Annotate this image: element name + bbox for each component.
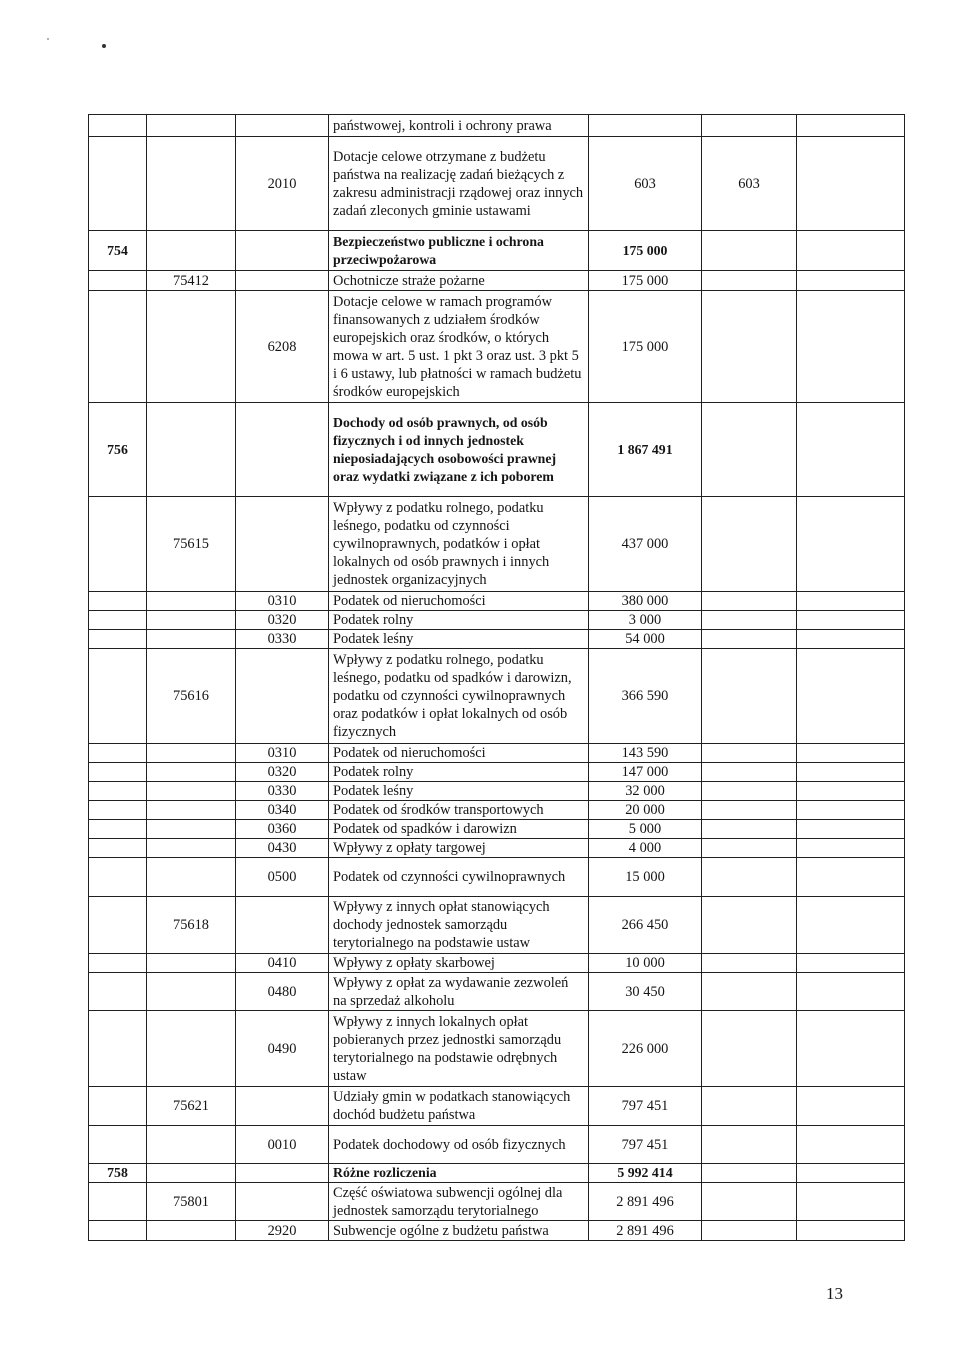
amount-cell: 2 891 496 (589, 1221, 702, 1241)
dzial-cell (89, 592, 147, 611)
rozdzial-cell (147, 1011, 236, 1087)
table-row (89, 1011, 905, 1087)
table-row (89, 592, 905, 611)
dzial-cell (89, 271, 147, 291)
description-cell: Dotacje celowe w ramach programów finansowanych z udziałem środków europejskich oraz środków, o których mowa w art. 5 ust. 1 pkt 3 oraz ust. 3 pkt 5 i 6 ustawy, lub płatności w ramach budżetu środków europejskich (329, 291, 589, 403)
description-cell: Wpływy z opłaty skarbowej (329, 954, 589, 973)
rozdzial-cell (147, 231, 236, 271)
description-cell: Podatek od spadków i darowizn (329, 820, 589, 839)
paragraf-cell: 0010 (236, 1126, 329, 1164)
amount2-cell (702, 744, 797, 763)
paragraf-cell (236, 897, 329, 954)
paragraf-cell: 2920 (236, 1221, 329, 1241)
amount2-cell (702, 897, 797, 954)
rozdzial-cell: 75618 (147, 897, 236, 954)
description-cell: Wpływy z innych opłat stanowiących dochody jednostek samorządu terytorialnego na podstawie ustaw (329, 897, 589, 954)
description-cell: Część oświatowa subwencji ogólnej dla jednostek samorządu terytorialnego (329, 1183, 589, 1221)
rozdzial-cell (147, 973, 236, 1011)
table-row (89, 1126, 905, 1164)
amount-cell: 797 451 (589, 1126, 702, 1164)
amount-cell: 797 451 (589, 1087, 702, 1126)
paragraf-cell (236, 115, 329, 137)
blank-cell (797, 820, 905, 839)
dzial-cell: 758 (89, 1164, 147, 1183)
dzial-cell (89, 1126, 147, 1164)
paragraf-cell (236, 497, 329, 592)
amount2-cell (702, 1221, 797, 1241)
paragraf-cell: 0320 (236, 763, 329, 782)
dzial-cell (89, 973, 147, 1011)
paragraf-cell (236, 1164, 329, 1183)
description-cell: Podatek od czynności cywilnoprawnych (329, 858, 589, 897)
amount2-cell (702, 858, 797, 897)
rozdzial-cell (147, 839, 236, 858)
rozdzial-cell: 75621 (147, 1087, 236, 1126)
table-row (89, 897, 905, 954)
blank-cell (797, 137, 905, 231)
amount2-cell (702, 820, 797, 839)
table-row (89, 137, 905, 231)
amount2-cell (702, 1183, 797, 1221)
blank-cell (797, 1126, 905, 1164)
blank-cell (797, 763, 905, 782)
dzial-cell (89, 897, 147, 954)
amount2-cell (702, 497, 797, 592)
table-row (89, 782, 905, 801)
rozdzial-cell (147, 820, 236, 839)
amount2-cell: 603 (702, 137, 797, 231)
paragraf-cell: 0360 (236, 820, 329, 839)
dzial-cell (89, 744, 147, 763)
blank-cell (797, 1011, 905, 1087)
dzial-cell (89, 839, 147, 858)
amount-cell: 10 000 (589, 954, 702, 973)
blank-cell (797, 115, 905, 137)
amount2-cell (702, 763, 797, 782)
table-row (89, 497, 905, 592)
blank-cell (797, 291, 905, 403)
dzial-cell: 754 (89, 231, 147, 271)
amount2-cell (702, 115, 797, 137)
blank-cell (797, 897, 905, 954)
blank-cell (797, 858, 905, 897)
amount2-cell (702, 271, 797, 291)
rozdzial-cell (147, 630, 236, 649)
amount-cell: 266 450 (589, 897, 702, 954)
amount2-cell (702, 592, 797, 611)
blank-cell (797, 592, 905, 611)
paragraf-cell: 0410 (236, 954, 329, 973)
amount-cell: 20 000 (589, 801, 702, 820)
table-row (89, 1183, 905, 1221)
description-cell: Podatek dochodowy od osób fizycznych (329, 1126, 589, 1164)
dzial-cell (89, 1011, 147, 1087)
dzial-cell (89, 858, 147, 897)
description-cell: Wpływy z innych lokalnych opłat pobieranych przez jednostki samorządu terytorialnego na podstawie odrębnych ustaw (329, 1011, 589, 1087)
amount2-cell (702, 782, 797, 801)
description-cell: Podatek od środków transportowych (329, 801, 589, 820)
amount-cell: 1 867 491 (589, 403, 702, 497)
amount2-cell (702, 630, 797, 649)
rozdzial-cell (147, 763, 236, 782)
paragraf-cell: 6208 (236, 291, 329, 403)
dzial-cell (89, 1183, 147, 1221)
amount-cell: 3 000 (589, 611, 702, 630)
table-row (89, 801, 905, 820)
description-cell: Wpływy z podatku rolnego, podatku leśnego, podatku od spadków i darowizn, podatku od czynności cywilnoprawnych oraz podatków i opłat lokalnych od osób fizycznych (329, 649, 589, 744)
dzial-cell (89, 1221, 147, 1241)
description-cell: Różne rozliczenia (329, 1164, 589, 1183)
table-row (89, 291, 905, 403)
table-row (89, 231, 905, 271)
table-row (89, 630, 905, 649)
table-row (89, 403, 905, 497)
paragraf-cell: 0310 (236, 592, 329, 611)
blank-cell (797, 744, 905, 763)
dzial-cell (89, 137, 147, 231)
amount-cell: 603 (589, 137, 702, 231)
rozdzial-cell (147, 954, 236, 973)
paragraf-cell (236, 649, 329, 744)
amount2-cell (702, 1164, 797, 1183)
rozdzial-cell (147, 801, 236, 820)
table-row (89, 973, 905, 1011)
dzial-cell (89, 497, 147, 592)
table-row (89, 115, 905, 137)
dzial-cell (89, 801, 147, 820)
paragraf-cell (236, 403, 329, 497)
dzial-cell (89, 763, 147, 782)
amount2-cell (702, 954, 797, 973)
dzial-cell (89, 954, 147, 973)
table-row (89, 611, 905, 630)
description-cell: Wpływy z podatku rolnego, podatku leśnego, podatku od czynności cywilnoprawnych, podatków i opłat lokalnych od osób prawnych i innych jednostek organizacyjnych (329, 497, 589, 592)
rozdzial-cell (147, 744, 236, 763)
amount2-cell (702, 611, 797, 630)
dzial-cell (89, 291, 147, 403)
dzial-cell (89, 115, 147, 137)
description-cell: Podatek od nieruchomości (329, 592, 589, 611)
rozdzial-cell (147, 137, 236, 231)
amount2-cell (702, 1087, 797, 1126)
scan-speck (47, 38, 49, 40)
amount2-cell (702, 973, 797, 1011)
paragraf-cell (236, 231, 329, 271)
amount-cell: 5 000 (589, 820, 702, 839)
blank-cell (797, 839, 905, 858)
amount2-cell (702, 839, 797, 858)
paragraf-cell: 0340 (236, 801, 329, 820)
paragraf-cell (236, 271, 329, 291)
table-row (89, 744, 905, 763)
amount-cell: 30 450 (589, 973, 702, 1011)
description-cell: Bezpieczeństwo publiczne i ochrona przeciwpożarowa (329, 231, 589, 271)
blank-cell (797, 1087, 905, 1126)
table-row (89, 1087, 905, 1126)
rozdzial-cell (147, 403, 236, 497)
description-cell: Podatek leśny (329, 782, 589, 801)
paragraf-cell: 0480 (236, 973, 329, 1011)
paragraf-cell: 0330 (236, 630, 329, 649)
blank-cell (797, 954, 905, 973)
scan-speck (102, 44, 106, 48)
paragraf-cell: 0320 (236, 611, 329, 630)
amount-cell: 380 000 (589, 592, 702, 611)
rozdzial-cell: 75616 (147, 649, 236, 744)
paragraf-cell: 0330 (236, 782, 329, 801)
table-row (89, 954, 905, 973)
rozdzial-cell: 75412 (147, 271, 236, 291)
description-cell: Ochotnicze straże pożarne (329, 271, 589, 291)
table-row (89, 839, 905, 858)
dzial-cell (89, 611, 147, 630)
description-cell: Udziały gmin w podatkach stanowiących dochód budżetu państwa (329, 1087, 589, 1126)
description-cell: Podatek od nieruchomości (329, 744, 589, 763)
amount-cell: 54 000 (589, 630, 702, 649)
description-cell: Podatek leśny (329, 630, 589, 649)
amount2-cell (702, 291, 797, 403)
amount-cell: 32 000 (589, 782, 702, 801)
rozdzial-cell: 75801 (147, 1183, 236, 1221)
amount-cell: 226 000 (589, 1011, 702, 1087)
table-body (89, 115, 905, 1241)
rozdzial-cell (147, 291, 236, 403)
amount-cell: 5 992 414 (589, 1164, 702, 1183)
blank-cell (797, 403, 905, 497)
blank-cell (797, 611, 905, 630)
amount2-cell (702, 231, 797, 271)
rozdzial-cell (147, 1164, 236, 1183)
amount2-cell (702, 1126, 797, 1164)
blank-cell (797, 782, 905, 801)
amount2-cell (702, 649, 797, 744)
description-cell: Subwencje ogólne z budżetu państwa (329, 1221, 589, 1241)
description-cell: państwowej, kontroli i ochrony prawa (329, 115, 589, 137)
paragraf-cell: 0310 (236, 744, 329, 763)
blank-cell (797, 497, 905, 592)
rozdzial-cell (147, 858, 236, 897)
blank-cell (797, 630, 905, 649)
rozdzial-cell (147, 1221, 236, 1241)
dzial-cell (89, 1087, 147, 1126)
amount2-cell (702, 403, 797, 497)
description-cell: Wpływy z opłat za wydawanie zezwoleń na sprzedaż alkoholu (329, 973, 589, 1011)
description-cell: Podatek rolny (329, 611, 589, 630)
table-row (89, 1164, 905, 1183)
dzial-cell (89, 782, 147, 801)
blank-cell (797, 231, 905, 271)
paragraf-cell: 0430 (236, 839, 329, 858)
amount-cell: 175 000 (589, 291, 702, 403)
table-row (89, 649, 905, 744)
blank-cell (797, 801, 905, 820)
amount-cell: 147 000 (589, 763, 702, 782)
description-cell: Wpływy z opłaty targowej (329, 839, 589, 858)
amount-cell: 175 000 (589, 271, 702, 291)
paragraf-cell: 2010 (236, 137, 329, 231)
dzial-cell: 756 (89, 403, 147, 497)
dzial-cell (89, 820, 147, 839)
blank-cell (797, 1221, 905, 1241)
blank-cell (797, 1183, 905, 1221)
rozdzial-cell (147, 592, 236, 611)
table-row (89, 1221, 905, 1241)
table-row (89, 271, 905, 291)
rozdzial-cell (147, 611, 236, 630)
amount-cell: 143 590 (589, 744, 702, 763)
table-row (89, 858, 905, 897)
blank-cell (797, 649, 905, 744)
amount-cell: 175 000 (589, 231, 702, 271)
amount2-cell (702, 1011, 797, 1087)
amount2-cell (702, 801, 797, 820)
paragraf-cell: 0500 (236, 858, 329, 897)
table-row (89, 820, 905, 839)
budget-table (88, 114, 905, 1241)
paragraf-cell: 0490 (236, 1011, 329, 1087)
rozdzial-cell (147, 115, 236, 137)
dzial-cell (89, 649, 147, 744)
amount-cell (589, 115, 702, 137)
dzial-cell (89, 630, 147, 649)
blank-cell (797, 271, 905, 291)
description-cell: Dochody od osób prawnych, od osób fizycznych i od innych jednostek nieposiadających osobowości prawnej oraz wydatki związane z ich poborem (329, 403, 589, 497)
rozdzial-cell (147, 1126, 236, 1164)
table-row (89, 763, 905, 782)
rozdzial-cell: 75615 (147, 497, 236, 592)
paragraf-cell (236, 1087, 329, 1126)
page-number: 13 (826, 1284, 843, 1303)
amount-cell: 366 590 (589, 649, 702, 744)
rozdzial-cell (147, 782, 236, 801)
description-cell: Dotacje celowe otrzymane z budżetu państwa na realizację zadań bieżących z zakresu administracji rządowej oraz innych zadań zleconych gminie ustawami (329, 137, 589, 231)
blank-cell (797, 973, 905, 1011)
amount-cell: 4 000 (589, 839, 702, 858)
blank-cell (797, 1164, 905, 1183)
amount-cell: 2 891 496 (589, 1183, 702, 1221)
description-cell: Podatek rolny (329, 763, 589, 782)
amount-cell: 437 000 (589, 497, 702, 592)
amount-cell: 15 000 (589, 858, 702, 897)
paragraf-cell (236, 1183, 329, 1221)
